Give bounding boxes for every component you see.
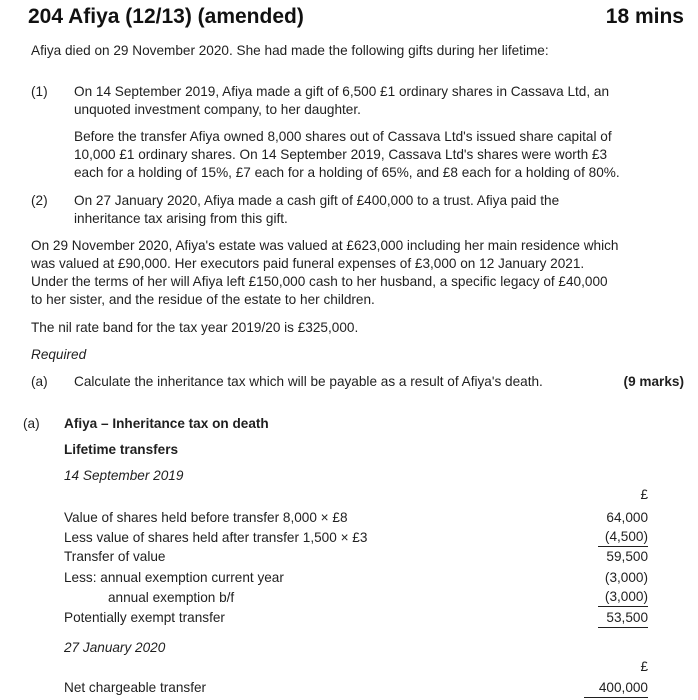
estate-line-3: Under the terms of her will Afiya left £150,000 cash to her husband, a specific legacy of £40,000 [31,274,608,289]
total-rule [598,627,648,628]
gift-1-row-value: (4,500) [598,528,648,547]
total-rule [584,697,648,698]
gift-1-row-label: Less value of shares held after transfer 1,500 × £3 [64,530,368,545]
gift-1-row-value: 59,500 [606,549,648,564]
answer-number: (a) [23,416,40,431]
part-a-text: Calculate the inheritance tax which will be payable as a result of Afiya's death. [74,374,543,389]
part-a-number: (a) [31,374,48,389]
time-allocation: 18 mins [605,5,684,28]
question-intro: Afiya died on 29 November 2020. She had made the following gifts during her lifetime: [31,43,549,58]
gift-1-currency: £ [640,487,648,502]
gift-1-row-value: (3,000) [598,588,648,607]
estate-line-1: On 29 November 2020, Afiya's estate was valued at £623,000 including her main residence which [31,238,619,253]
item-2-line-1: On 27 January 2020, Afiya made a cash gift of £400,000 to a trust. Afiya paid the [74,193,560,208]
gift-1-row-label: Transfer of value [64,549,166,564]
item-1-detail-line-2: 10,000 £1 ordinary shares. On 14 September 2019, Cassava Ltd's shares were worth £3 [74,147,608,162]
gift-1-row-value: (3,000) [604,570,648,585]
nil-rate-band: The nil rate band for the tax year 2019/20 is £325,000. [31,320,359,335]
item-1-detail-line-1: Before the transfer Afiya owned 8,000 shares out of Cassava Ltd's issued share capital of [74,129,612,144]
answer-heading: Afiya – Inheritance tax on death [64,416,269,431]
gift-1-row-label: Potentially exempt transfer [64,610,225,625]
item-1-detail-line-3: each for a holding of 15%, £7 each for a holding of 65%, and £8 each for a holding of 80%. [74,165,620,180]
gift-1-row-label: Less: annual exemption current year [64,570,284,585]
answer-subheading: Lifetime transfers [64,442,179,457]
estate-line-2: was valued at £90,000. Her executors paid funeral expenses of £3,000 on 12 January 2021. [31,256,585,271]
estate-line-4: to her sister, and the residue of the estate to her children. [31,292,375,307]
gift-1-row-value: 53,500 [606,610,648,625]
page-title: 204 Afiya (12/13) (amended) [28,5,304,28]
item-1-line-2: unquoted investment company, to her daughter. [74,102,361,117]
gift-2-row-value: 400,000 [598,680,648,695]
gift-2-currency: £ [640,659,648,674]
gift-1-row-value: 64,000 [606,510,648,525]
item-2-line-2: inheritance tax arising from this gift. [74,211,288,226]
item-1-number: (1) [31,84,48,99]
gift-2-date: 27 January 2020 [64,640,166,655]
gift-2-row-label: Net chargeable transfer [64,680,207,695]
item-2-number: (2) [31,193,48,208]
required-label: Required [31,347,87,362]
item-1-line-1: On 14 September 2019, Afiya made a gift of 6,500 £1 ordinary shares in Cassava Ltd, an [74,84,610,99]
gift-1-row-label: Value of shares held before transfer 8,000 × £8 [64,510,348,525]
gift-1-date: 14 September 2019 [64,468,184,483]
gift-1-row-label: annual exemption b/f [108,590,235,605]
part-a-marks: (9 marks) [623,374,684,389]
